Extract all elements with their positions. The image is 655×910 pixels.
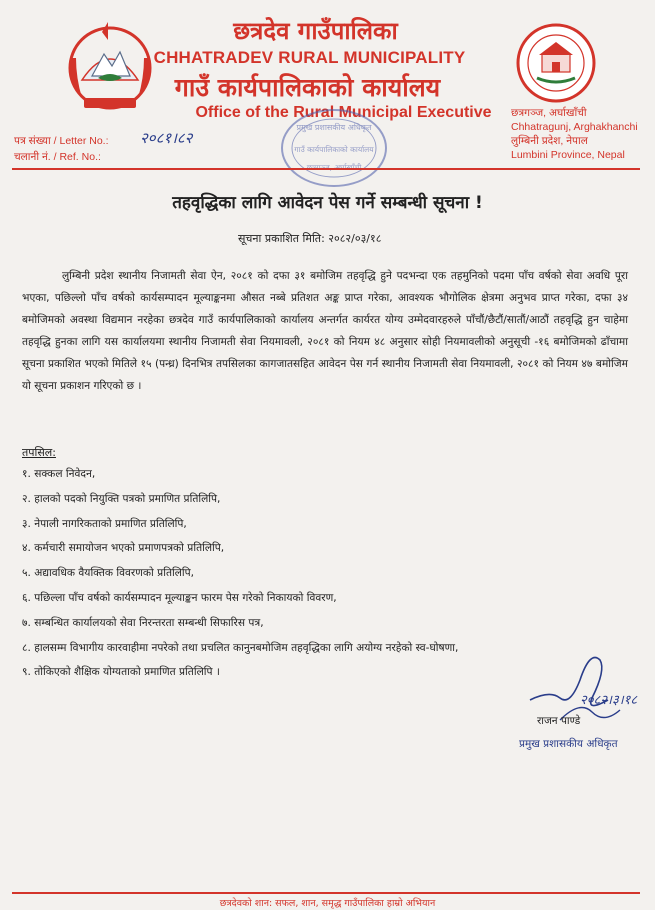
signature-date: २०८२।३।१८ (580, 693, 638, 708)
address-line-4: Lumbini Province, Nepal (511, 149, 625, 161)
letter-number-value: २०८१।८२ (140, 129, 193, 147)
notice-body: लुम्बिनी प्रदेश स्थानीय निजामती सेवा ऐन, २०८१ को दफा ३१ बमोजिम तहवृद्धि हुने पदभन्दा एक तहमुनिको पदमा पाँच वर्षको सेवा अवधि पूरा भएका, पछिल्लो पाँच वर्षको कार्यसम्पादन मूल्याङ्कनमा औसत नब्बे प्रतिशत अङ्क प्राप्त गरेका, आवश्यक भौगोलिक क्षेत्रमा अनुभव प्राप्त गरेका, दफा ३४ बमोजिमको अवस्था विद्यमान नरहेका छत्रदेव गाउँ कार्यपालिकाको कार्यालय अन्तर्गत कार्यरत योग्य उम्मेदवारहरुले पाँचौं/छैटौं/सातौं/आठौं तहवृद्धि हुन चाहेमा तहवृद्धि हुनका लागि यस कार्यालयमा स्थानीय निजामती सेवा नियमावली, २०८१ को नियम ४८ अनुसार सोही नियमावलीको अनुसूची -१६ बमोजिमको ढाँचामा सूचना प्रकाशित भएको मितिले १५ (पन्ध्र) दिनभित्र तपसिलका कागजातसहित आवेदन पेस गर्न स्थानीय निजामती सेवा नियमावली, २०८१ को नियम ४७ बमोजिम यो सूचना प्रकाशन गरिएको छ । (22, 270, 628, 392)
list-item: २. हालको पदको नियुक्ति पत्रको प्रमाणित प्रतिलिपि, (22, 492, 221, 505)
footer-slogan: छत्रदेवको शान: सफल, शान, समृद्ध गाउँपालिका हाम्रो अभियान (219, 898, 436, 909)
list-item: ५. अद्यावधिक वैयक्तिक विवरणको प्रतिलिपि, (22, 567, 195, 580)
stamp-text-top: प्रमुख प्रशासकीय अधिकृत (296, 123, 372, 132)
signatory-title: प्रमुख प्रशासकीय अधिकृत (519, 738, 618, 750)
list-item: १. सक्कल निवेदन, (22, 468, 96, 480)
list-item: ८. हालसम्म विभागीय कारवाहीमा नपरेको तथा प्रचलित कानुनबमोजिम तहवृद्धिका लागि अयोग्य नरहेको स्व-घोषणा, (22, 641, 459, 654)
list-item: ६. पछिल्ला पाँच वर्षको कार्यसम्पादन मूल्याङ्कन फारम पेस गरेको निकायको विवरण, (22, 591, 337, 604)
footer-divider (12, 892, 640, 894)
municipality-name-nepali: छत्रदेव गाउँपालिका (233, 17, 398, 45)
address-line-1: छत्रगञ्ज, अर्घाखाँची (511, 107, 587, 119)
signatory-name: राजन पाण्डे (537, 715, 581, 727)
municipality-logo-icon (515, 22, 597, 104)
address-line-2: Chhatragunj, Arghakhanchi (511, 121, 638, 133)
ref-number-label: चलानी नं. / Ref. No.: (14, 151, 101, 163)
list-item: ९. तोकिएको शैक्षिक योग्यताको प्रमाणित प्रतिलिपि । (22, 666, 220, 679)
address-line-3: लुम्बिनी प्रदेश, नेपाल (511, 135, 588, 147)
header-divider (12, 168, 640, 170)
details-heading: तपसिल: (22, 446, 56, 459)
office-name-english: Office of the Rural Municipal Executive (195, 104, 492, 121)
list-item: ४. कर्मचारी समायोजन भएको प्रमाणपत्रको प्रतिलिपि, (22, 542, 225, 555)
municipality-name-english: CHHATRADEV RURAL MUNICIPALITY (153, 48, 466, 67)
stamp-text-middle: गाउँ कार्यपालिकाको कार्यालय (294, 145, 374, 154)
office-stamp-icon (278, 106, 390, 190)
list-item: ३. नेपाली नागरिकताको प्रमाणित प्रतिलिपि, (22, 517, 187, 530)
letter-number-label: पत्र संख्या / Letter No.: (14, 135, 109, 147)
office-name-nepali: गाउँ कार्यपालिकाको कार्यालय (174, 73, 441, 102)
notice-title: तहवृद्धिका लागि आवेदन पेस गर्ने सम्बन्धी सूचना ! (172, 193, 483, 213)
publish-date: सूचना प्रकाशित मिति: २०८२/०३/१८ (238, 232, 382, 245)
list-item: ७. सम्बन्धित कार्यालयको सेवा निरन्तरता सम्बन्धी सिफारिस पत्र, (22, 616, 264, 629)
